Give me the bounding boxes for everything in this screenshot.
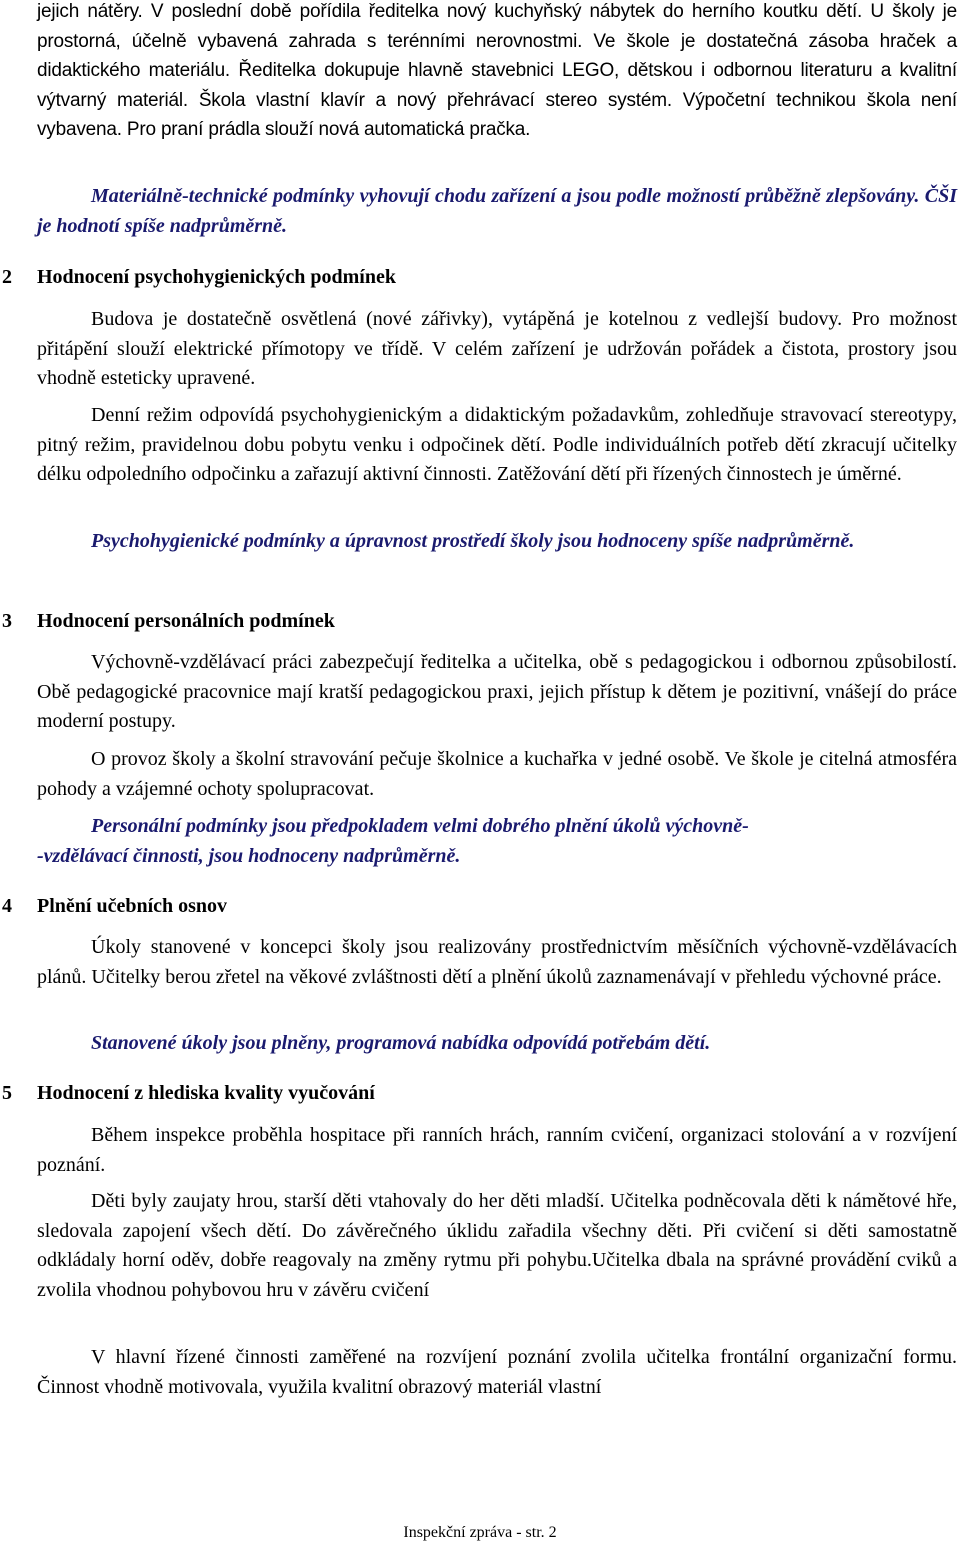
section-number: 4 (2, 895, 12, 917)
section-3-heading (0, 606, 335, 636)
section-4-heading (0, 891, 227, 921)
section-5-paragraph-3: V hlavní řízené činnosti zaměřené na rozvíjení poznání zvolila učitelka frontální organizační formu. Činnost vhodně motivovala, využila kvalitní obrazový materiál vlastní (37, 1346, 957, 1398)
section-2-verdict: Psychohygienické podmínky a úpravnost prostředí školy jsou hodnoceny spíše nadprůměrně. (91, 530, 855, 552)
section-number: 2 (2, 266, 12, 288)
section-3-verdict-line-2: -vzdělávací činnosti, jsou hodnoceny nadprůměrně. (37, 845, 461, 867)
intro-paragraph: jejich nátěry. V poslední době pořídila ředitelka nový kuchyňský nábytek do herního koutku dětí. U školy je prostorná, účelně vybavená zahrada s terénními nerovnostmi. Ve škole je dostatečná zásoba hraček a didaktického materiálu. Ředitelka dokupuje hlavně stavebnici LEGO, dětskou i odbornou literaturu a kvalitní výtvarný materiál. Škola vlastní klavír a nový přehrávací stereo systém. Výpočetní technikou škola není vybavena. Pro praní prádla slouží nová automatická pračka. (37, 1, 957, 140)
section-number: 5 (2, 1082, 12, 1104)
page-footer: Inspekční zpráva - str. 2 (403, 1524, 557, 1541)
section-title: Plnění učebních osnov (37, 895, 228, 917)
section-3-verdict-line-1: Personální podmínky jsou předpokladem velmi dobrého plnění úkolů výchovně- (91, 815, 749, 837)
section-4-paragraph-1: Úkoly stanovené v koncepci školy jsou realizovány prostřednictvím měsíčních výchovně-vzdělávacích plánů. Učitelky berou zřetel na věkové zvláštnosti dětí a plnění úkolů zaznamenávají v přehledu výchovné práce. (37, 936, 957, 988)
section-5-paragraph-2: Děti byly zaujaty hrou, starší děti vtahovaly do her děti mladší. Učitelka podněcovala děti k námětové hře, sledovala zapojení všech dětí. Do závěrečného úklidu zařadila všechny děti. Při cvičení si děti samostatně odkládaly horní oděv, dobře reagovaly na změny rytmu při pohybu.Učitelka dbala na správné provádění cviků a zvolila vhodnou pohybovou hru v závěru cvičení (37, 1190, 957, 1301)
section-3-paragraph-2: O provoz školy a školní stravování pečuje školnice a kuchařka v jedné osobě. Ve škole je citelná atmosféra pohody a vzájemné ochoty spolupracovat. (37, 748, 957, 800)
intro-verdict: Materiálně-technické podmínky vyhovují chodu zařízení a jsou podle možností průběžně zlepšovány. ČŠI je hodnotí spíše nadprůměrně. (37, 185, 957, 237)
section-5-heading (0, 1078, 375, 1108)
section-2-paragraph-1: Budova je dostatečně osvětlená (nové zářivky), vytápěná je kotelnou z vedlejší budovy. Pro možnost přitápění slouží elektrické přímotopy ve třídě. V celém zařízení je udržován pořádek a čistota, prostory jsou vhodně esteticky upravené. (37, 308, 957, 389)
section-4-verdict: Stanovené úkoly jsou plněny, programová nabídka odpovídá potřebám dětí. (91, 1032, 711, 1054)
section-2-heading (0, 262, 396, 292)
section-number: 3 (2, 610, 12, 632)
section-title: Hodnocení psychohygienických podmínek (37, 266, 396, 288)
section-2-paragraph-2: Denní režim odpovídá psychohygienickým a didaktickým požadavkům, zohledňuje stravovací stereotypy, pitný režim, pravidelnou dobu pobytu venku i odpočinek dětí. Podle individuálních potřeb dětí zkracují učitelky délku odpoledního odpočinku a zařazují aktivní činnosti. Zatěžování dětí při řízených činnostech je úměrné. (37, 404, 957, 485)
section-title: Hodnocení z hlediska kvality vyučování (37, 1082, 375, 1104)
section-title: Hodnocení personálních podmínek (37, 610, 335, 632)
section-3-paragraph-1: Výchovně-vzdělávací práci zabezpečují ředitelka a učitelka, obě s pedagogickou i odbornou způsobilostí. Obě pedagogické pracovnice mají kratší pedagogickou praxi, jejich přístup k dětem je pozitivní, vnášejí do práce moderní postupy. (37, 651, 957, 732)
section-5-paragraph-1: Během inspekce proběhla hospitace při ranních hrách, ranním cvičení, organizaci stolování a v rozvíjení poznání. (37, 1124, 957, 1176)
